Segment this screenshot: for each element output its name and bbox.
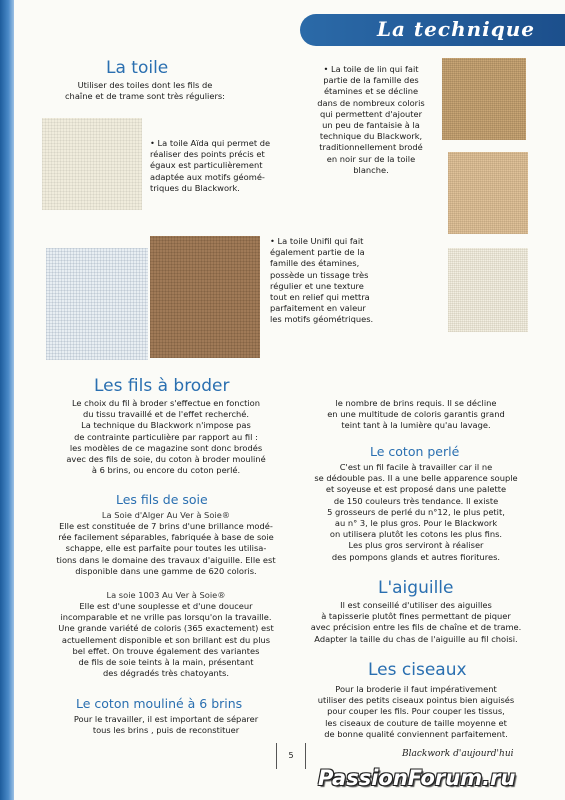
aiguille-body: Il est conseillé d'utiliser des aiguilles à tapisserie plutôt fines permettant de piquer avec précision entre les fils de chaîne et de trame. Adapter la taille du chas de l'aiguille au fil choisi.: [310, 600, 522, 644]
toile-heading: La toile: [106, 58, 169, 78]
linen-swatch-1: [442, 58, 526, 140]
mouline-body: Pour le travailler, il est important de séparer tous les brins , puis de reconstituer: [73, 714, 259, 736]
soie-heading: Les fils de soie: [116, 492, 208, 507]
section-title: La technique: [376, 17, 535, 41]
soie-product-1: La Soie d'Alger Au Ver à Soie®: [101, 510, 231, 520]
forum-watermark: PassionForum.ru: [318, 766, 516, 790]
mouline-heading: Le coton mouliné à 6 brins: [76, 696, 243, 711]
lin-text: • La toile de lin qui fait partie de la famille des étamines et se décline dans de nombreux coloris qui permettent d'ajouter un peu de fantaisie à la technique du Blackwork, traditionnellement brodé en noir sur de la toile blanche.: [317, 64, 425, 175]
section-banner: [300, 14, 565, 46]
toile-intro: Utiliser des toiles dont les fils de chaîne et de trame sont très réguliers:: [65, 80, 225, 102]
fils-heading: Les fils à broder: [94, 376, 230, 396]
soie-body-1: Elle est constituée de 7 brins d'une brillance modé- rée facilement séparables, fabriquée à base de soie schappe, elle est parfaite pour toutes les utilisa- tions dans le domaine des travaux d'aiguille. Elle est disponible dans une gamme de 620 coloris.: [56, 521, 276, 576]
aida-fabric-swatch: [42, 118, 142, 210]
fils-body: Le choix du fil à broder s'effectue en fonction du tissu travaillé et de l'effet recherché. La technique du Blackwork n'impose pas de contrainte particulière par rapport au fil : les modèles de ce magazine sont donc brodés avec des fils de soie, du coton à broder mouliné à 6 brins, ou encore du coton perlé.: [66, 398, 266, 476]
ciseaux-heading: Les ciseaux: [368, 660, 467, 680]
linen-swatch-3: [448, 248, 528, 332]
ciseaux-body: Pour la broderie il faut impérativement utiliser des petits ciseaux pointus bien aiguisés pour couper les fils. Pour couper les tissus, les ciseaux de couture de taille moyenne et de bonne qualité conviennent parfaitement.: [317, 684, 515, 739]
magazine-title: Blackwork d'aujourd'hui: [402, 749, 514, 759]
aida-text: • La toile Aïda qui permet de réaliser des points précis et égaux est particulièrement adaptée aux motifs géomé- triques du Blackwork.: [150, 138, 271, 193]
aiguille-heading: L'aiguille: [378, 578, 454, 598]
mouline-continued: le nombre de brins requis. Il se décline en une multitude de coloris garantis grand teint tant à la lumière qu'au lavage.: [327, 398, 505, 431]
page-number: 5: [276, 743, 306, 769]
unifil-brown-swatch: [150, 236, 260, 358]
soie-product-2: La soie 1003 Au Ver à Soie®: [106, 590, 226, 600]
unifil-white-swatch: [46, 248, 148, 360]
soie-body-2: Elle est d'une souplesse et d'une douceur incomparable et ne vrille pas lorsqu'on la travaille. Une grande variété de coloris (365 exactement) est actuellement disponible et son brillant est du plus bel effet. On trouve également des variantes de fils de soie teints à la main, présentant des dégradés très chatoyants.: [58, 601, 274, 679]
linen-swatch-2: [448, 152, 528, 234]
page-spine: [0, 0, 14, 800]
perle-heading: Le coton perlé: [370, 444, 460, 459]
unifil-text: • La toile Unifil qui fait également partie de la famille des étamines, possède un tissage très régulier et une texture tout en relief qui mettra parfaitement en valeur les motifs géométriques.: [270, 236, 374, 325]
perle-body: C'est un fil facile à travailler car il ne se dédouble pas. Il a une belle apparence souple et soyeuse et est proposé dans une palette de 150 couleurs très tendance. Il existe 5 grosseurs de perlé du n°12, le plus petit, au n° 3, le plus gros. Pour le Blackwork on utilisera plutôt les cotons les plus fins. Les plus gros serviront à réaliser des pompons glands et autres fioritures.: [314, 462, 518, 562]
